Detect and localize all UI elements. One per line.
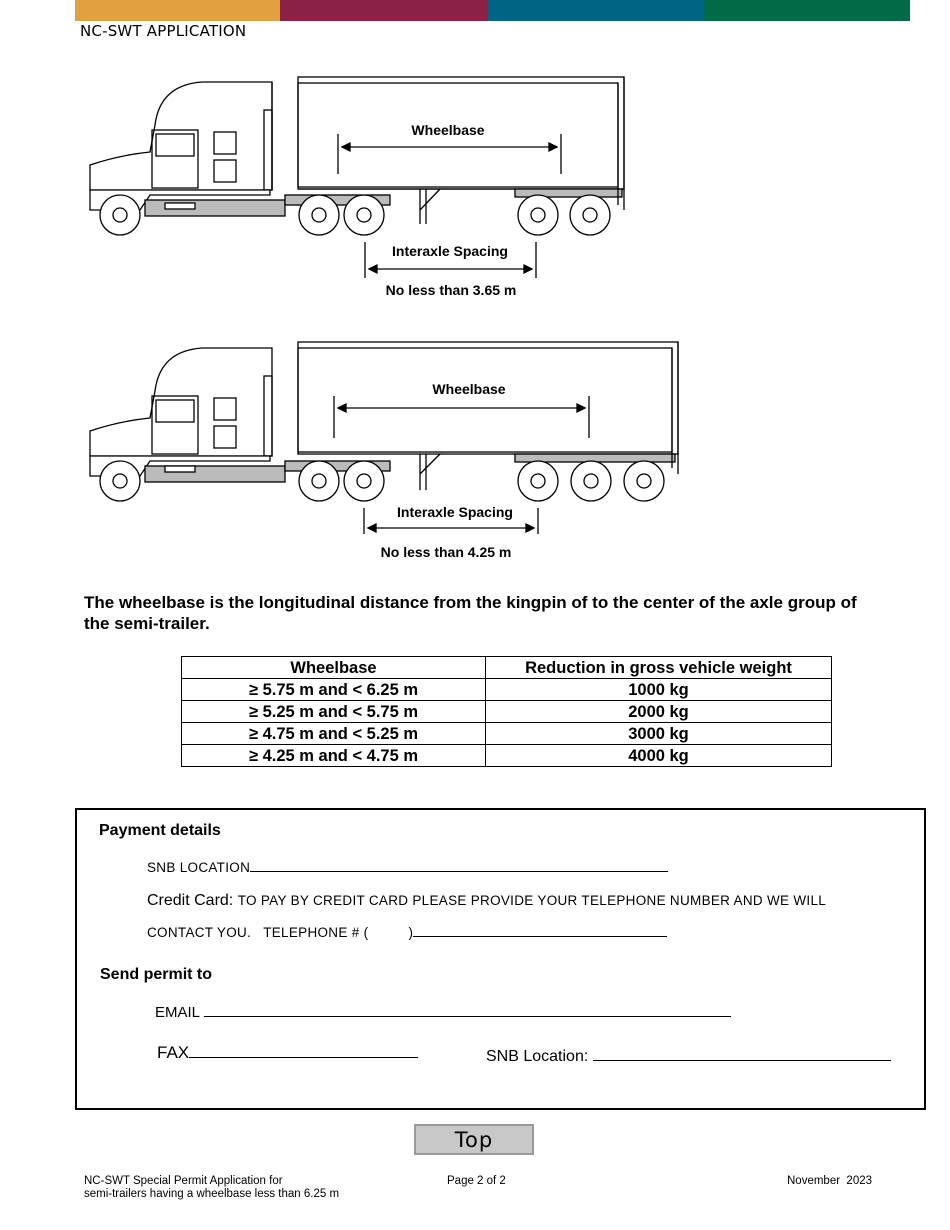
footer-date: November 2023 (787, 1175, 873, 1187)
footer-form-title-line2: semi-trailers having a wheelbase less than 6.25 m (84, 1188, 340, 1200)
footer-form-title-line1: NC-SWT Special Permit Application for (84, 1175, 283, 1187)
email-label: EMAIL (155, 1004, 200, 1021)
diagram2-interaxle-label: Interaxle Spacing (397, 504, 513, 520)
table-row (182, 745, 832, 767)
payment-section (75, 808, 926, 1110)
send-snb-location-label: SNB Location: (486, 1048, 589, 1065)
table-row (182, 723, 832, 745)
telephone-label: TELEPHONE # ( (263, 925, 369, 940)
snb-location-row (147, 857, 668, 875)
page-header-title: NC-SWT APPLICATION (80, 22, 247, 40)
table-cell-reduction: 4000 kg (486, 745, 832, 767)
fax-field[interactable] (189, 1043, 418, 1058)
truck-diagram-tridem (80, 336, 700, 566)
table-cell-reduction: 1000 kg (486, 679, 832, 701)
telephone-row (147, 922, 667, 940)
telephone-area-code-field[interactable] (372, 923, 408, 937)
diagram1-wheelbase-label: Wheelbase (411, 122, 485, 138)
header-stripe-maroon (280, 0, 488, 21)
footer-page-number: Page 2 of 2 (447, 1175, 506, 1187)
table-header-wheelbase: Wheelbase (182, 657, 486, 679)
table-cell-reduction: 3000 kg (486, 723, 832, 745)
fax-label: FAX (157, 1043, 190, 1062)
table-cell-wheelbase: ≥ 5.75 m and < 6.25 m (182, 679, 486, 701)
header-stripe-green (704, 0, 910, 21)
tractor-cab (90, 82, 272, 190)
diagram2-wheelbase-label: Wheelbase (432, 381, 506, 397)
table-cell-reduction: 2000 kg (486, 701, 832, 723)
weight-reduction-table (181, 656, 832, 767)
snb-location-label: SNB LOCATION (147, 860, 251, 875)
top-button[interactable]: Top (414, 1124, 534, 1155)
snb-location-field[interactable] (250, 857, 668, 872)
email-field[interactable] (204, 1002, 731, 1017)
table-cell-wheelbase: ≥ 4.25 m and < 4.75 m (182, 745, 486, 767)
email-row (155, 1002, 731, 1021)
credit-card-text: TO PAY BY CREDIT CARD PLEASE PROVIDE YOUR TELEPHONE NUMBER AND WE WILL (237, 893, 827, 908)
truck-diagram-tandem (80, 70, 640, 310)
tractor-cab (90, 348, 272, 456)
table-header-reduction: Reduction in gross vehicle weight (486, 657, 832, 679)
payment-details-title: Payment details (99, 822, 221, 839)
fax-row (157, 1043, 418, 1063)
table-row (182, 679, 832, 701)
table-cell-wheelbase: ≥ 4.75 m and < 5.25 m (182, 723, 486, 745)
footer-left (84, 1175, 339, 1201)
send-snb-location-field[interactable] (593, 1046, 891, 1061)
snb-location-send-row (486, 1046, 891, 1066)
diagram2-minimum-label: No less than 4.25 m (380, 544, 512, 560)
table-row (182, 701, 832, 723)
diagram1-interaxle-label: Interaxle Spacing (392, 243, 508, 259)
trailer-body (298, 342, 678, 454)
header-stripe-blue (488, 0, 704, 21)
header-stripe-orange (75, 0, 280, 21)
diagram1-minimum-label: No less than 3.65 m (385, 282, 517, 298)
credit-card-label: Credit Card: (147, 892, 234, 909)
telephone-close-paren: ) (408, 925, 414, 940)
wheelbase-definition: The wheelbase is the longitudinal distance from the kingpin of to the center of the axle group of the semi-trailer. (84, 593, 857, 633)
send-permit-title: Send permit to (100, 966, 213, 983)
credit-card-row (147, 892, 826, 910)
contact-text: CONTACT YOU. (147, 925, 252, 940)
telephone-field[interactable] (413, 922, 667, 937)
table-cell-wheelbase: ≥ 5.25 m and < 5.75 m (182, 701, 486, 723)
table-header-row (182, 657, 832, 679)
